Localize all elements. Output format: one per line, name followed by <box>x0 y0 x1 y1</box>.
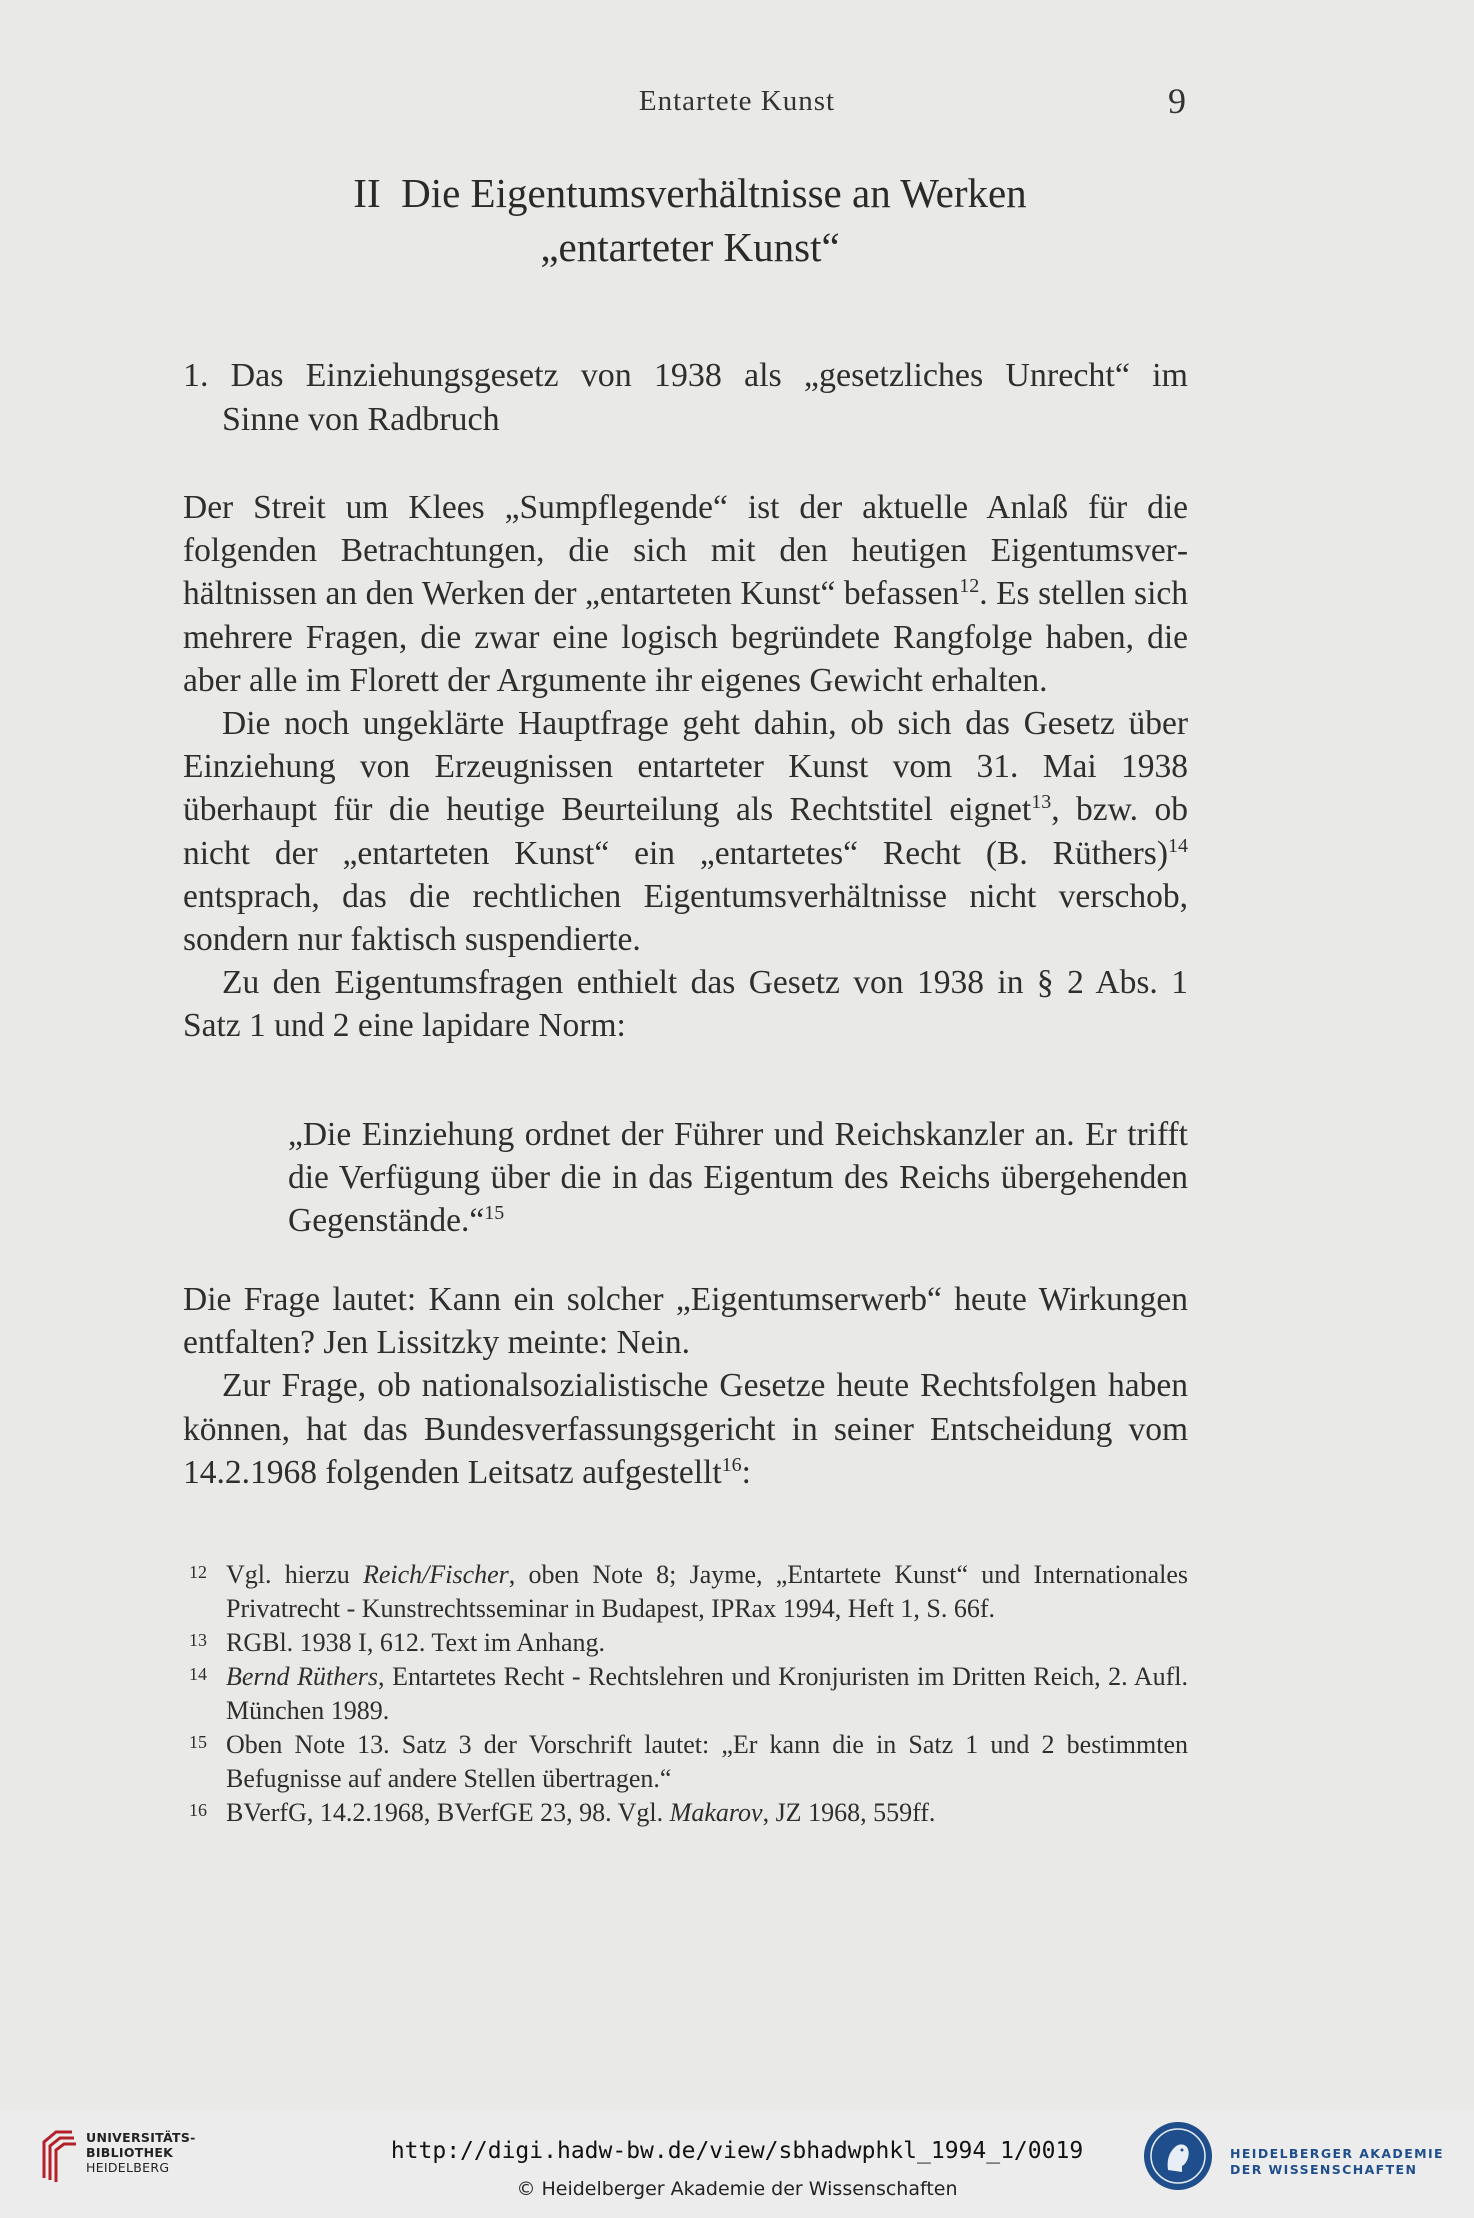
footnote-ref-13[interactable]: 13 <box>1031 791 1052 814</box>
footnote-text: , oben Note 8; Jayme, „Entartete Kunst“ und Internationales Privatrecht - Kunstrechtsseminar in Budapest, IPRax 1994, Heft 1, S. 66f. <box>226 1560 1188 1623</box>
chapter-title-line1: II Die Eigentumsverhältnisse an Werken <box>353 170 1027 216</box>
page-number: 9 <box>1168 81 1186 121</box>
footnote-italic: Makarov <box>669 1798 763 1827</box>
copyright-notice: © Heidelberger Akademie der Wissenschaften <box>516 2178 958 2200</box>
footnote-ref-15[interactable]: 15 <box>484 1202 505 1225</box>
footnote-ref-16[interactable]: 16 <box>721 1453 742 1476</box>
paragraph-1-text-a: Der Streit um Klees „Sumpflegende“ ist der aktuelle Anlaß für die folgenden Betrachtungen, die sich mit den heutigen Eigentumsverhältnissen an den Werken der „entarteten Kunst“ befassen <box>183 489 1188 613</box>
footnote-number: 16 <box>189 1800 207 1820</box>
section-heading <box>183 354 1188 442</box>
page-url-link[interactable]: http://digi.hadw-bw.de/view/sbhadwphkl_1994_1/0019 <box>390 2138 1084 2164</box>
library-name-line2: BIBLIOTHEK <box>86 2145 174 2160</box>
paragraph-4: Die Frage lautet: Kann ein solcher „Eigentumserwerb“ heute Wirkungen entfalten? Jen Lissitzky meinte: Nein. <box>183 1281 1188 1362</box>
paragraph-1 <box>183 486 1188 702</box>
paragraph-2-text-c: entsprach, das die rechtlichen Eigentumsverhältnisse nicht verschob, sondern nur faktisch suspendierte. <box>183 877 1188 959</box>
chapter-title-line2: „entarteter Kunst“ <box>540 224 840 270</box>
paragraph-2 <box>183 702 1188 961</box>
footnote-number: 13 <box>189 1630 207 1650</box>
paragraph-2-text-b: , bzw. ob nicht der „entarteten Kunst“ ein „entartetes“ Recht (B. Rüthers) <box>183 791 1188 872</box>
footnote-13 <box>183 1626 1188 1660</box>
body-text-upper <box>183 486 1188 1048</box>
digital-library-footer <box>0 2110 1474 2218</box>
footnote-italic: Reich/Fischer <box>362 1560 509 1589</box>
footnote-text: RGBl. 1938 I, 612. Text im Anhang. <box>226 1628 606 1657</box>
footnote-15 <box>183 1728 1188 1796</box>
running-title: Entartete Kunst <box>638 85 836 117</box>
footnote-text: BVerfG, 14.2.1968, BVerfGE 23, 98. Vgl. <box>226 1798 670 1827</box>
footnote-12 <box>183 1558 1188 1626</box>
footnote-number: 12 <box>189 1562 207 1582</box>
footnote-number: 15 <box>189 1732 207 1752</box>
footnote-ref-14[interactable]: 14 <box>1168 834 1188 857</box>
body-text-lower <box>183 1278 1188 1494</box>
paragraph-5 <box>183 1364 1188 1494</box>
paragraph-3: Zu den Eigentumsfragen enthielt das Gesetz von 1938 in § 2 Abs. 1 Satz 1 und 2 eine lapidare Norm: <box>183 964 1188 1045</box>
block-quote-text: „Die Einziehung ordnet der Führer und Reichskanzler an. Er trifft die Verfügung über die in das Eigentum des Reichs übergehenden Gegenstände.“ <box>288 1116 1188 1240</box>
footnotes <box>183 1558 1188 1830</box>
footnote-ref-12[interactable]: 12 <box>959 575 980 598</box>
library-name-line1: UNIVERSITÄTS- <box>86 2130 196 2145</box>
footnote-text: , Entartetes Recht - Rechtslehren und Kronjuristen im Dritten Reich, 2. Aufl. München 1989. <box>226 1662 1188 1725</box>
paragraph-1-text-b: . Es stellen sich mehrere Fragen, die zwar eine logisch begründete Rangfolge haben, die aber alle im Florett der Argumente ihr eigenes Gewicht erhalten. <box>183 575 1188 699</box>
section-heading-line2: Sinne von Radbruch <box>222 401 500 438</box>
footnote-number: 14 <box>189 1664 207 1684</box>
footnote-16 <box>183 1796 1188 1830</box>
footnote-14 <box>183 1660 1188 1728</box>
academy-name[interactable] <box>1230 2146 1444 2178</box>
footnote-text: , JZ 1968, 559ff. <box>762 1798 936 1827</box>
paragraph-5-text-b: : <box>741 1453 751 1491</box>
chapter-title <box>180 166 1200 274</box>
section-heading-line1: 1. Das Einziehungsgesetz von 1938 als „gesetzliches Unrecht“ im <box>183 357 1188 394</box>
academy-name-line2: DER WISSENSCHAFTEN <box>1230 2162 1418 2177</box>
footnote-text: Vgl. hierzu <box>226 1560 363 1589</box>
academy-name-line1: HEIDELBERGER AKADEMIE <box>1230 2146 1444 2161</box>
library-name-line3: HEIDELBERG <box>86 2160 170 2175</box>
paragraph-5-text-a: Zur Frage, ob nationalsozialistische Gesetze heute Rechtsfolgen haben können, hat das Bundesverfassungsgericht in seiner Entscheidung vom 14.2.1968 folgenden Leitsatz aufgestellt <box>183 1367 1188 1491</box>
paragraph-2-text-a: Die noch ungeklärte Hauptfrage geht dahin, ob sich das Gesetz über Einziehung von Erzeugnissen entarteter Kunst vom 31. Mai 1938 überhaupt für die heutige Beurteilung als Rechtstitel eignet <box>183 705 1188 829</box>
footnote-text: Oben Note 13. Satz 3 der Vorschrift lautet: „Er kann die in Satz 1 und 2 bestimmten Befugnisse auf andere Stellen übertragen.“ <box>226 1730 1188 1793</box>
block-quote <box>288 1113 1188 1243</box>
footnote-italic: Bernd Rüthers <box>226 1662 379 1691</box>
academy-seal-icon[interactable] <box>1142 2120 1214 2192</box>
